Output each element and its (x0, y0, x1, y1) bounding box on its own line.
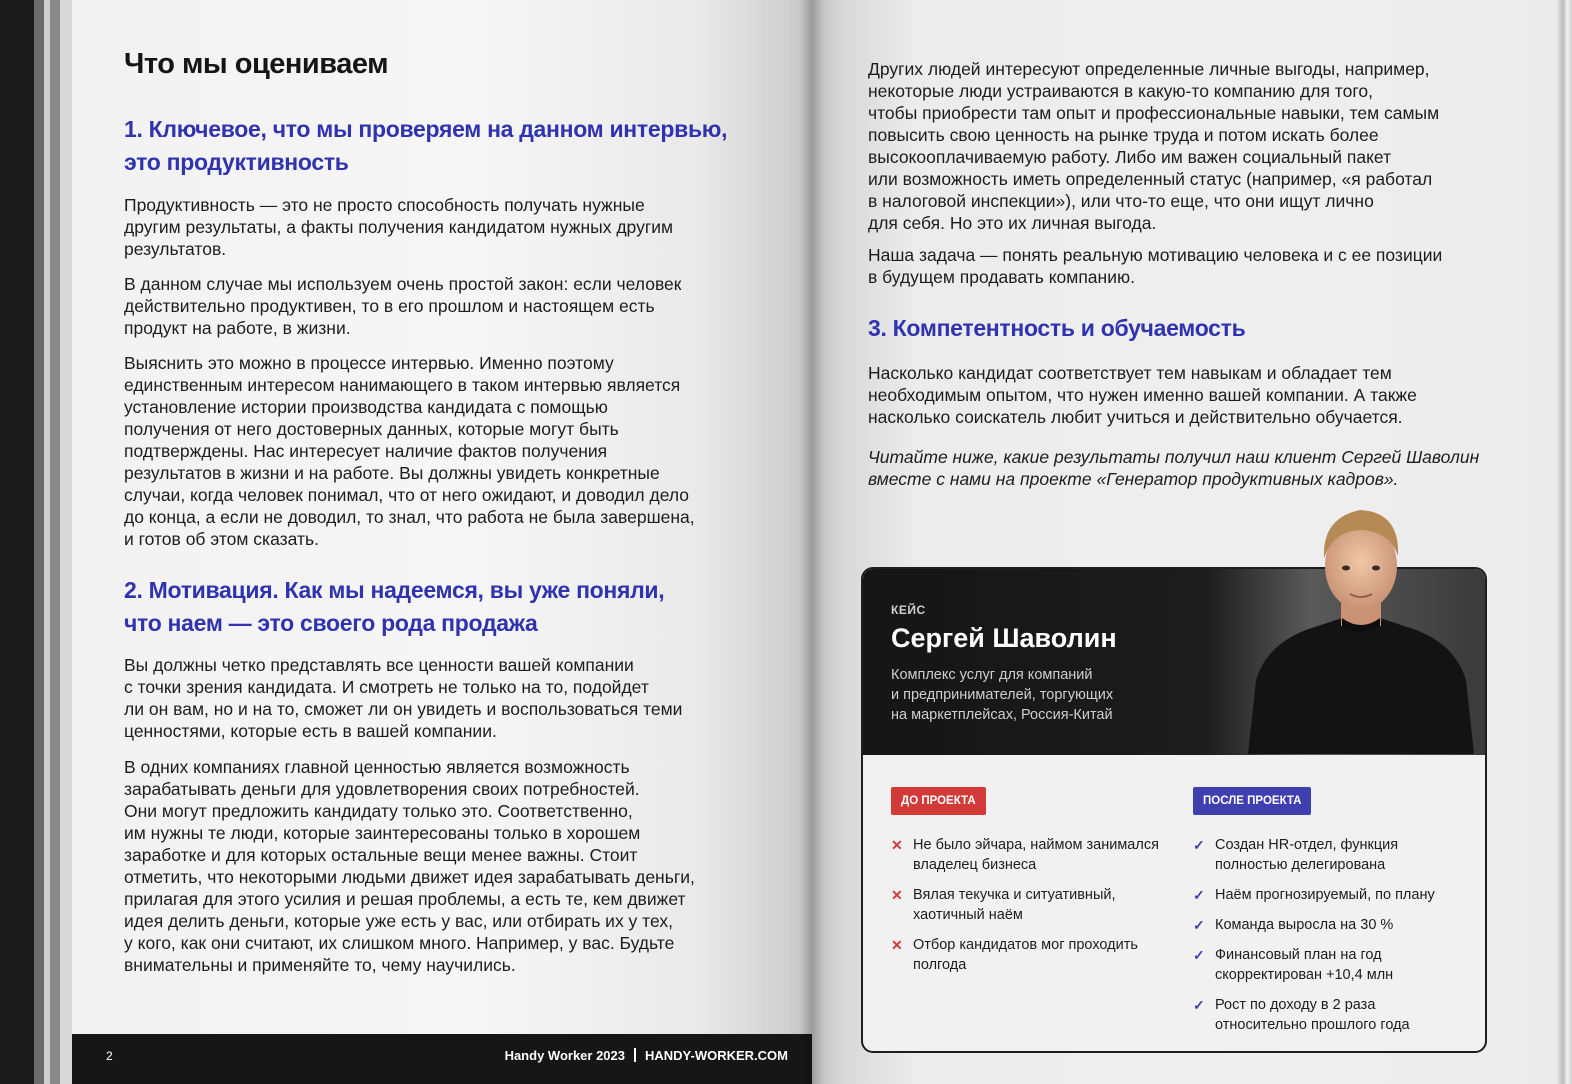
paragraph: Продуктивность — это не просто способность получать нужные другим результаты, а факты получения кандидатом нужных другим результатов. (124, 195, 674, 259)
list-item-text: Создан HR-отдел, функция полностью делегирована (1215, 837, 1399, 873)
site-link[interactable]: HANDY-WORKER.COM (645, 1048, 788, 1063)
after-project-badge: ПОСЛЕ ПРОЕКТА (1193, 787, 1311, 815)
list-item (1193, 835, 1463, 875)
section-title: 1. Ключевое, что мы проверяем на данном интервью, это продуктивность (124, 116, 728, 175)
client-photo (1238, 500, 1484, 754)
brand-year: Handy Worker 2023 (504, 1048, 625, 1063)
case-label: КЕЙС (891, 603, 926, 617)
list-item (891, 885, 1161, 925)
list-item-text: Не было эйчара, наймом занимался владелец бизнеса (913, 837, 1159, 873)
person-illustration (1238, 500, 1484, 754)
check-icon: ✓ (1193, 837, 1205, 853)
book-gutter (800, 0, 824, 1084)
paragraph: Наша задача — понять реальную мотивацию человека и с ее позиции в будущем продавать компанию. (868, 245, 1443, 287)
paragraph: Выяснить это можно в процессе интервью. Именно поэтому единственным интересом нанимающего в таком интервью является установление истории производства кандидата с помощью получения от него достоверных данных, которые могут быть подтверждены. Нас интересует наличие фактов получения результатов в жизни и на работе. Вы должны увидеть конкретные случаи, когда человек понимал, что от него ожидают, и доводил дело до конца, а если не доводил, то знал, что работа не была завершена, и готов об этом сказать. (124, 353, 695, 549)
list-item (1193, 995, 1463, 1035)
section-productivity (124, 113, 764, 179)
book-right-edge (1557, 0, 1572, 1084)
left-page (72, 0, 812, 1084)
paragraph: В данном случае мы используем очень простой закон: если человек действительно продуктивен, то в его прошлом и настоящем есть продукт на работе, в жизни. (124, 274, 682, 338)
cross-icon: ✕ (891, 937, 903, 953)
list-item (1193, 885, 1463, 905)
check-icon: ✓ (1193, 917, 1205, 933)
list-item (1193, 945, 1463, 985)
check-icon: ✓ (1193, 887, 1205, 903)
footer-divider (634, 1048, 636, 1062)
list-item-text: Отбор кандидатов мог проходить полгода (913, 937, 1138, 973)
case-description: Комплекс услуг для компаний и предпринимателей, торгующих на маркетплейсах, Россия-Китай (891, 667, 1114, 723)
cross-icon: ✕ (891, 837, 903, 853)
list-item (1193, 915, 1463, 935)
check-icon: ✓ (1193, 947, 1205, 963)
page-footer (72, 1034, 812, 1084)
before-list (891, 835, 1161, 985)
check-icon: ✓ (1193, 997, 1205, 1013)
list-item-text: Команда выросла на 30 % (1215, 917, 1394, 933)
paragraph: Других людей интересуют определенные личные выгоды, например, некоторые люди устраиваются в какую-то компанию для того, чтобы приобрести там опыт и профессиональные навыки, тем самым повысить свою ценность на рынке труда и потом искать более высокооплачиваемую работу. Либо им важен социальный пакет или возможность иметь определенный статус (например, «я работал в налоговой инспекции»), или что-то еще, что они ищут лично для себя. Но это их личная выгода. (868, 59, 1440, 233)
section-title: 3. Компетентность и обучаемость (868, 315, 1246, 341)
after-list (1193, 835, 1463, 1045)
section-competence (868, 312, 1498, 345)
case-client-name: Сергей Шаволин (891, 623, 1117, 653)
list-item-text: Вялая текучка и ситуативный, хаотичный наём (913, 887, 1116, 923)
paragraph: Вы должны четко представлять все ценности вашей компании с точки зрения кандидата. И смотреть не только на то, подойдет ли он вам, но и на то, сможет ли он увидеть и воспользоваться теми ценностями, которые есть в вашей компании. (124, 655, 683, 741)
page-number: 2 (106, 1049, 113, 1063)
page-heading: Что мы оцениваем (124, 48, 389, 80)
section-title: 2. Мотивация. Как мы надеемся, вы уже поняли, что наем — это своего рода продажа (124, 577, 665, 636)
list-item-text: Финансовый план на год скорректирован +10,4 млн (1215, 947, 1394, 983)
footer-brand (505, 1048, 788, 1063)
list-item-text: Рост по доходу в 2 раза относительно прошлого года (1215, 997, 1410, 1033)
paragraph: В одних компаниях главной ценностью является возможность зарабатывать деньги для удовлетворения своих потребностей. Они могут предложить кандидату только это. Соответственно, им нужны те люди, которые заинтересованы только в хорошем заработке и для которых остальные вещи менее важны. Стоит отметить, что некоторыми людьми движет идея зарабатывать деньги, прилагая для этого усилия и решая проблемы, а есть те, кем движет идея делить деньги, которые уже есть у вас, или отбирать их у тех, у кого, как они считают, их слишком много. Например, у вас. Будьте внимательны и применяйте то, чему научились. (124, 757, 695, 975)
section-motivation (124, 574, 764, 640)
list-item (891, 835, 1161, 875)
paragraph: Насколько кандидат соответствует тем навыкам и обладает тем необходимым опытом, что нужен именно вашей компании. А также насколько соискатель любит учиться и действительно обучается. (868, 363, 1417, 427)
list-item-text: Наём прогнозируемый, по плану (1215, 887, 1435, 903)
book-spine-edge (0, 0, 72, 1084)
cross-icon: ✕ (891, 887, 903, 903)
italic-note: Читайте ниже, какие результаты получил наш клиент Сергей Шаволин вместе с нами на проекте «Генератор продуктивных кадров». (868, 447, 1480, 489)
list-item (891, 935, 1161, 975)
before-project-badge: ДО ПРОЕКТА (891, 787, 986, 815)
